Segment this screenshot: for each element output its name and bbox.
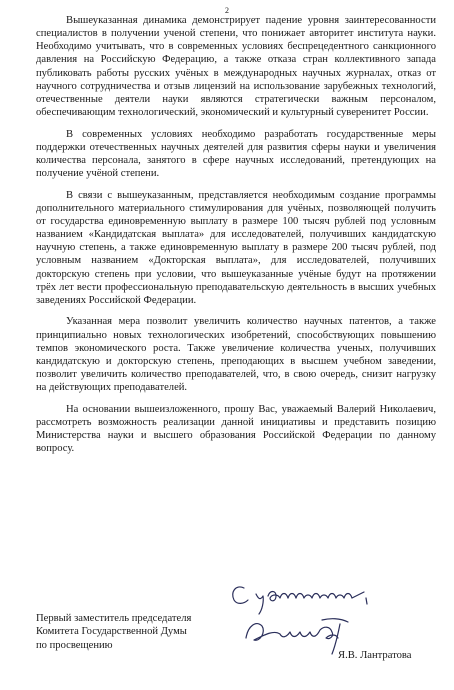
signer-name: Я.В. Лантратова (338, 650, 412, 661)
paragraph-4: Указанная мера позволит увеличить количество научных патентов, а также принципиально новых технологических изобретений, способствующих повышению темпов экономического роста. Также увеличение количества ученых, получивших кандидатскую и докторскую степень, преподающих в высшем учебном заведении, позволит увеличить количество преподавателей, что, в свою очередь, снизит нагрузку на действующих преподавателей. (36, 316, 436, 394)
signer-position-line: Комитета Государственной Думы (36, 626, 187, 638)
paragraph-1: Вышеуказанная динамика демонстрирует падение уровня заинтересованности специалистов в получении ученой степени, что понижает авторитет института науки. Необходимо учитывать, что в современных условиях беспрецедентного санкционного давления на Российскую Федерацию, а также отказа стран коллективного запада публиковать работы русских учёных в международных научных журналах, отказ от научного сотрудничества и отзыв лицензий на использование зарубежных технологий, отечественные деятели науки являются стратегически важным персоналом, обеспечивающим технологический, экономический и культурный суверенитет России. (36, 15, 436, 119)
paragraph-2: В современных условиях необходимо разработать государственные меры поддержки отечественных научных деятелей для развития сферы науки и увеличения количества персонала, занятого в сфере научных исследований, претендующих на получение учёной степени. (36, 128, 436, 180)
signature-block (36, 612, 450, 682)
signer-position (36, 612, 191, 652)
letter-body (36, 14, 436, 464)
page-number: 2 (225, 6, 229, 15)
signer-position-line: по просвещению (36, 639, 113, 651)
paragraph-5: На основании вышеизложенного, прошу Вас, уважаемый Валерий Николаевич, рассмотреть возможность реализации данной инициативы и представить позицию Министерства науки и высшего образования Российской Федерации по данному вопросу. (36, 403, 436, 455)
signer-position-line: Первый заместитель председателя (36, 613, 192, 624)
paragraph-3: В связи с вышеуказанным, представляется необходимым создание программы дополнительного материального стимулирования для учёных, позволяющей получить от государства единовременную выплату в размере 100 тысяч рублей под условным названием «Кандидатская выплата» для исследователей, получивших кандидатскую научную степень, а также единовременную выплату в размере 200 тысяч рублей, под условным названием «Докторская выплата», для исследователей, получивших докторскую степень при условии, что вышеуказанные учёные будут на протяжении трёх лет вести профессиональную преподавательскую деятельность в высших учебных заведениях Российской Федерации. (36, 189, 436, 306)
handwritten-signature (226, 568, 396, 658)
